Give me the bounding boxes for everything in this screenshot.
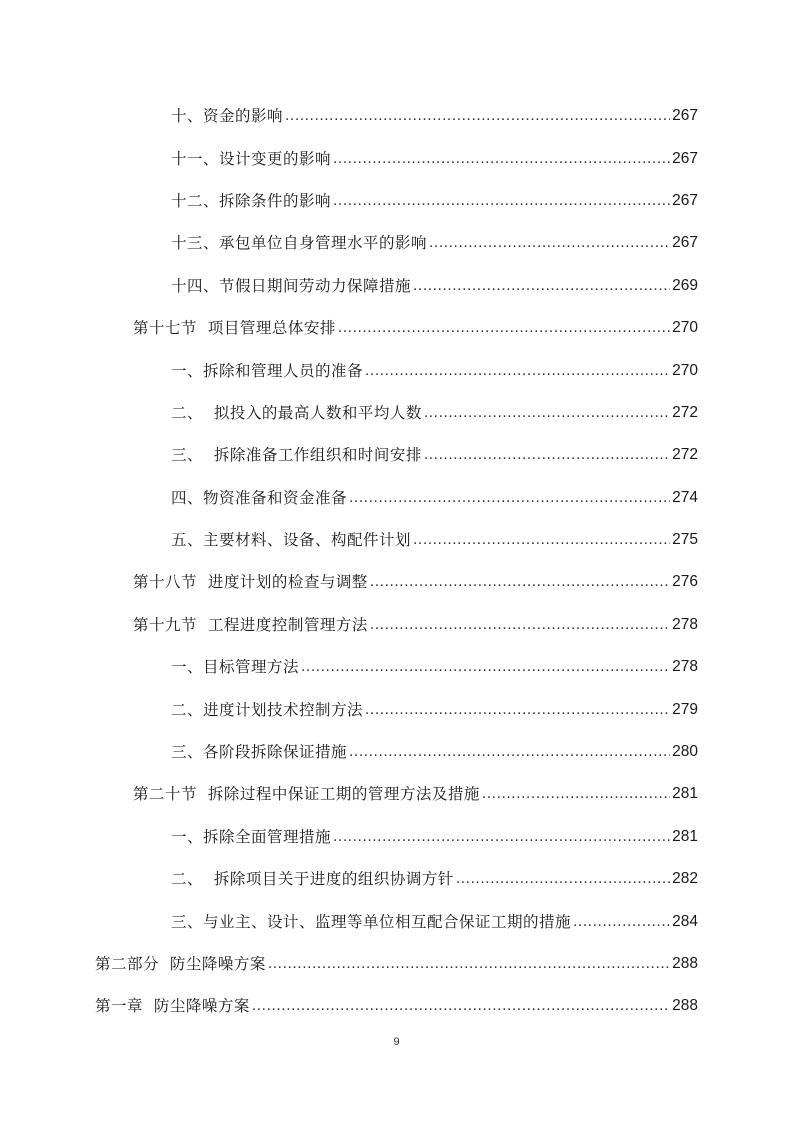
toc-entry[interactable] bbox=[0, 137, 793, 179]
toc-entry[interactable] bbox=[0, 688, 793, 730]
toc-dot-leader bbox=[413, 276, 670, 296]
toc-entry[interactable] bbox=[0, 816, 793, 858]
toc-entry-page: 267 bbox=[672, 107, 698, 125]
toc-entry-page: 280 bbox=[672, 743, 698, 761]
toc-entry[interactable] bbox=[0, 265, 793, 307]
toc-entry-title: 十二、拆除条件的影响 bbox=[171, 191, 332, 210]
toc-entry-title: 第二十节 拆除过程中保证工期的管理方法及措施 bbox=[133, 785, 480, 804]
toc-entry-page: 278 bbox=[672, 615, 698, 633]
toc-entry[interactable] bbox=[0, 519, 793, 561]
toc-entry[interactable] bbox=[0, 985, 793, 1027]
toc-dot-leader bbox=[482, 784, 670, 804]
toc-entry[interactable] bbox=[0, 858, 793, 900]
toc-dot-leader bbox=[456, 869, 670, 889]
toc-entry[interactable] bbox=[0, 222, 793, 264]
toc-entry-title: 三、与业主、设计、监理等单位相互配合保证工期的措施 bbox=[171, 912, 572, 931]
toc-entry-page: 274 bbox=[672, 488, 698, 506]
page-number: 9 bbox=[393, 1036, 400, 1048]
toc-entry-page: 288 bbox=[672, 997, 698, 1015]
toc-entry-page: 282 bbox=[672, 870, 698, 888]
toc-entry[interactable] bbox=[0, 943, 793, 985]
toc-entry-title: 第十九节 工程进度控制管理方法 bbox=[133, 615, 368, 634]
toc-entry-title: 三、 拆除准备工作组织和时间安排 bbox=[171, 446, 422, 465]
toc-entry-page: 270 bbox=[672, 319, 698, 337]
toc-entry[interactable] bbox=[0, 434, 793, 476]
toc-entry-page: 272 bbox=[672, 446, 698, 464]
toc-entry-title: 一、目标管理方法 bbox=[171, 658, 300, 677]
toc-dot-leader bbox=[333, 191, 670, 211]
toc-entry[interactable] bbox=[0, 180, 793, 222]
toc-entry[interactable] bbox=[0, 646, 793, 688]
toc-dot-leader bbox=[429, 233, 670, 253]
toc-entry-title: 二、 拟投入的最高人数和平均人数 bbox=[171, 403, 422, 422]
toc-entry-title: 第二部分 防尘降噪方案 bbox=[95, 955, 266, 973]
toc-dot-leader bbox=[338, 318, 670, 338]
toc-dot-leader bbox=[424, 445, 670, 465]
toc-dot-leader bbox=[268, 954, 670, 974]
toc-entry-page: 278 bbox=[672, 658, 698, 676]
toc-entry-title: 第一章 防尘降噪方案 bbox=[95, 997, 250, 1016]
toc-entry-page: 267 bbox=[672, 149, 698, 167]
toc-entry[interactable] bbox=[0, 349, 793, 391]
toc-entry-page: 272 bbox=[672, 403, 698, 421]
toc-entry-title: 四、物资准备和资金准备 bbox=[171, 488, 348, 507]
toc-entry-page: 281 bbox=[672, 827, 698, 845]
toc-entry-title: 一、拆除和管理人员的准备 bbox=[171, 361, 364, 380]
toc-entry-title: 第十七节 项目管理总体安排 bbox=[133, 319, 336, 338]
toc-entry-title: 二、进度计划技术控制方法 bbox=[171, 700, 364, 719]
toc-dot-leader bbox=[333, 149, 670, 169]
toc-entry[interactable] bbox=[0, 773, 793, 815]
toc-entry-title: 五、主要材料、设备、构配件计划 bbox=[171, 531, 412, 550]
toc-entry-page: 269 bbox=[672, 276, 698, 294]
toc-entry[interactable] bbox=[0, 900, 793, 942]
toc-entry[interactable] bbox=[0, 561, 793, 603]
toc-entry-page: 267 bbox=[672, 234, 698, 252]
toc-dot-leader bbox=[333, 827, 670, 847]
toc-dot-leader bbox=[285, 106, 670, 126]
toc-entry-title: 十一、设计变更的影响 bbox=[171, 149, 332, 168]
toc-entry[interactable] bbox=[0, 392, 793, 434]
toc-dot-leader bbox=[349, 488, 670, 508]
toc-entry-page: 279 bbox=[672, 700, 698, 718]
toc-dot-leader bbox=[301, 657, 670, 677]
toc-entry-page: 276 bbox=[672, 573, 698, 591]
toc-entry-page: 284 bbox=[672, 912, 698, 930]
toc-entry-page: 267 bbox=[672, 191, 698, 209]
toc-entry-page: 270 bbox=[672, 361, 698, 379]
toc-entry-title: 二、 拆除项目关于进度的组织协调方针 bbox=[171, 870, 454, 889]
toc-dot-leader bbox=[370, 615, 670, 635]
toc-entry[interactable] bbox=[0, 307, 793, 349]
toc-dot-leader bbox=[365, 361, 670, 381]
toc-entry-page: 288 bbox=[672, 955, 698, 972]
toc-entry-page: 275 bbox=[672, 531, 698, 549]
toc-entry[interactable] bbox=[0, 604, 793, 646]
toc-entry-page: 281 bbox=[672, 785, 698, 803]
toc-dot-leader bbox=[573, 912, 670, 932]
toc-dot-leader bbox=[349, 742, 670, 762]
toc-dot-leader bbox=[370, 572, 670, 592]
toc-dot-leader bbox=[413, 530, 670, 550]
toc-entry[interactable] bbox=[0, 477, 793, 519]
toc-dot-leader bbox=[252, 996, 670, 1016]
toc-entry[interactable] bbox=[0, 731, 793, 773]
toc-entry-title: 一、拆除全面管理措施 bbox=[171, 827, 332, 846]
toc-entry-title: 十四、节假日期间劳动力保障措施 bbox=[171, 276, 412, 295]
toc-entry-title: 十、资金的影响 bbox=[171, 107, 284, 126]
toc-entry[interactable] bbox=[0, 95, 793, 137]
toc-entry-title: 第十八节 进度计划的检查与调整 bbox=[133, 573, 368, 592]
table-of-contents bbox=[0, 95, 793, 1028]
toc-dot-leader bbox=[424, 403, 670, 423]
toc-entry-title: 三、各阶段拆除保证措施 bbox=[171, 743, 348, 762]
toc-dot-leader bbox=[365, 700, 670, 720]
toc-entry-title: 十三、承包单位自身管理水平的影响 bbox=[171, 234, 428, 253]
